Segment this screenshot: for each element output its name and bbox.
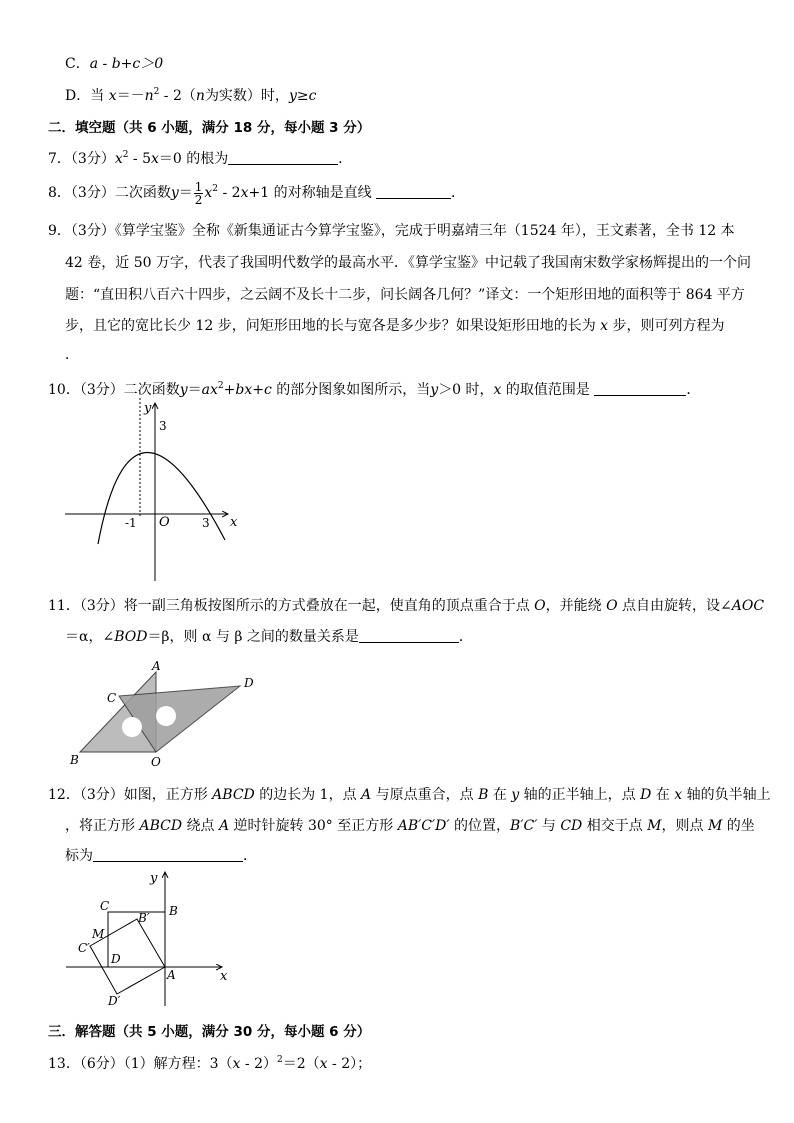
tick-minus-1: -1 [125, 516, 137, 530]
label-b: B [169, 904, 178, 918]
parabola-curve [98, 452, 225, 544]
label-d: D [111, 952, 121, 966]
label-x: x [220, 969, 228, 984]
label-a: A [152, 659, 161, 673]
triangle-boards-figure [64, 660, 264, 770]
parabola-graph [60, 398, 260, 588]
section-solve-title: 三．解答题（共 5 小题，满分 30 分，每小题 6 分） [48, 1024, 371, 1040]
origin-label: O [159, 515, 170, 530]
question-12-line-3: 标为 ． [65, 848, 257, 864]
label-m: M [92, 927, 105, 941]
option-c: C．a - b+c＞0 [65, 56, 164, 72]
label-d: D [244, 676, 254, 690]
hole-left [122, 717, 142, 737]
answer-blank[interactable] [359, 628, 459, 643]
label-b: B [70, 753, 79, 767]
answer-blank[interactable] [376, 184, 451, 199]
question-7: 7．（3分）$x^2 - 5x=0$ 的根为 ． [48, 150, 353, 167]
tick-3: 3 [202, 516, 210, 530]
y-axis-label: y [144, 401, 152, 416]
label-c: C [100, 899, 110, 913]
label-d-prime: D′ [108, 994, 121, 1008]
label-a: A [167, 968, 176, 982]
answer-blank[interactable] [93, 847, 243, 862]
question-12-line-2: ，将正方形 ABCD 绕点 A 逆时针旋转 30° 至正方形 AB′C′D′ 的位置，B′C′ 与 CD 相交于点 M，则点 M 的坐 [65, 818, 755, 834]
label-c: C [107, 691, 117, 705]
question-9-line-4: 步，且它的宽比长少 12 步，问矩形田地的长与宽各是多少步？如果设矩形田地的长为 x 步，则可列方程为 [65, 318, 725, 334]
label-c-prime: C′ [78, 941, 90, 955]
question-13: 13．（6分）（1）解方程：3（x - 2）$^2$＝2（x - 2）； [48, 1055, 372, 1072]
question-9-line-3: 题：“直田积八百六十四步，之云阔不及长十二步，问长阔各几何？”译文：一个矩形田地的面积等于 864 平方 [65, 287, 745, 303]
label-o: O [151, 755, 161, 769]
question-10: 10．（3分）二次函数$y=ax^2+bx+c$ 的部分图象如图所示，当y＞0 时，x 的取值范围是 ． [48, 381, 701, 398]
fraction: $\frac{1}{2}$ [194, 179, 203, 207]
question-9-line-1: 9．（3分）《算学宝鉴》全称《新集通证古今算学宝鉴》，完成于明嘉靖三年（1524 年），王文素著，全书 12 本 [48, 223, 735, 239]
answer-blank[interactable] [228, 150, 338, 165]
question-8: 8．（3分）二次函数y＝ $\frac{1}{2}$ $x^2 - 2x+1$ 的对称轴是直线 ． [48, 179, 466, 207]
question-12-line-1: 12．（3分）如图，正方形 ABCD 的边长为 1，点 A 与原点重合，点 B 在 y 轴的正半轴上，点 D 在 x 轴的负半轴上 [48, 787, 771, 803]
section-fill-blank-title: 二．填空题（共 6 小题，满分 18 分，每小题 3 分） [48, 120, 371, 136]
y-intercept-label: 3 [159, 419, 167, 433]
x-axis-label: x [230, 515, 238, 530]
question-11-line-2: ＝α，∠BOD＝β，则 α 与 β 之间的数量关系是 ． [65, 629, 473, 645]
option-d: D．当 $x=-n^2 - 2(n$为实数）时，y≥c [65, 87, 317, 104]
rotated-square-figure [62, 866, 242, 1011]
label-y: y [150, 871, 158, 886]
label-b-prime: B′ [138, 911, 150, 925]
question-9-line-5: ． [65, 347, 79, 363]
question-9-line-2: 42 卷，近 50 万字，代表了我国明代数学的最高水平．《算学宝鉴》中记载了我国南宋数学家杨辉提出的一个问 [65, 255, 751, 271]
answer-blank[interactable] [594, 381, 686, 396]
question-11-line-1: 11．（3分）将一副三角板按图所示的方式叠放在一起，使直角的顶点重合于点 O，并能绕 O 点自由旋转，设∠AOC [48, 598, 765, 614]
hole-right [156, 706, 176, 726]
